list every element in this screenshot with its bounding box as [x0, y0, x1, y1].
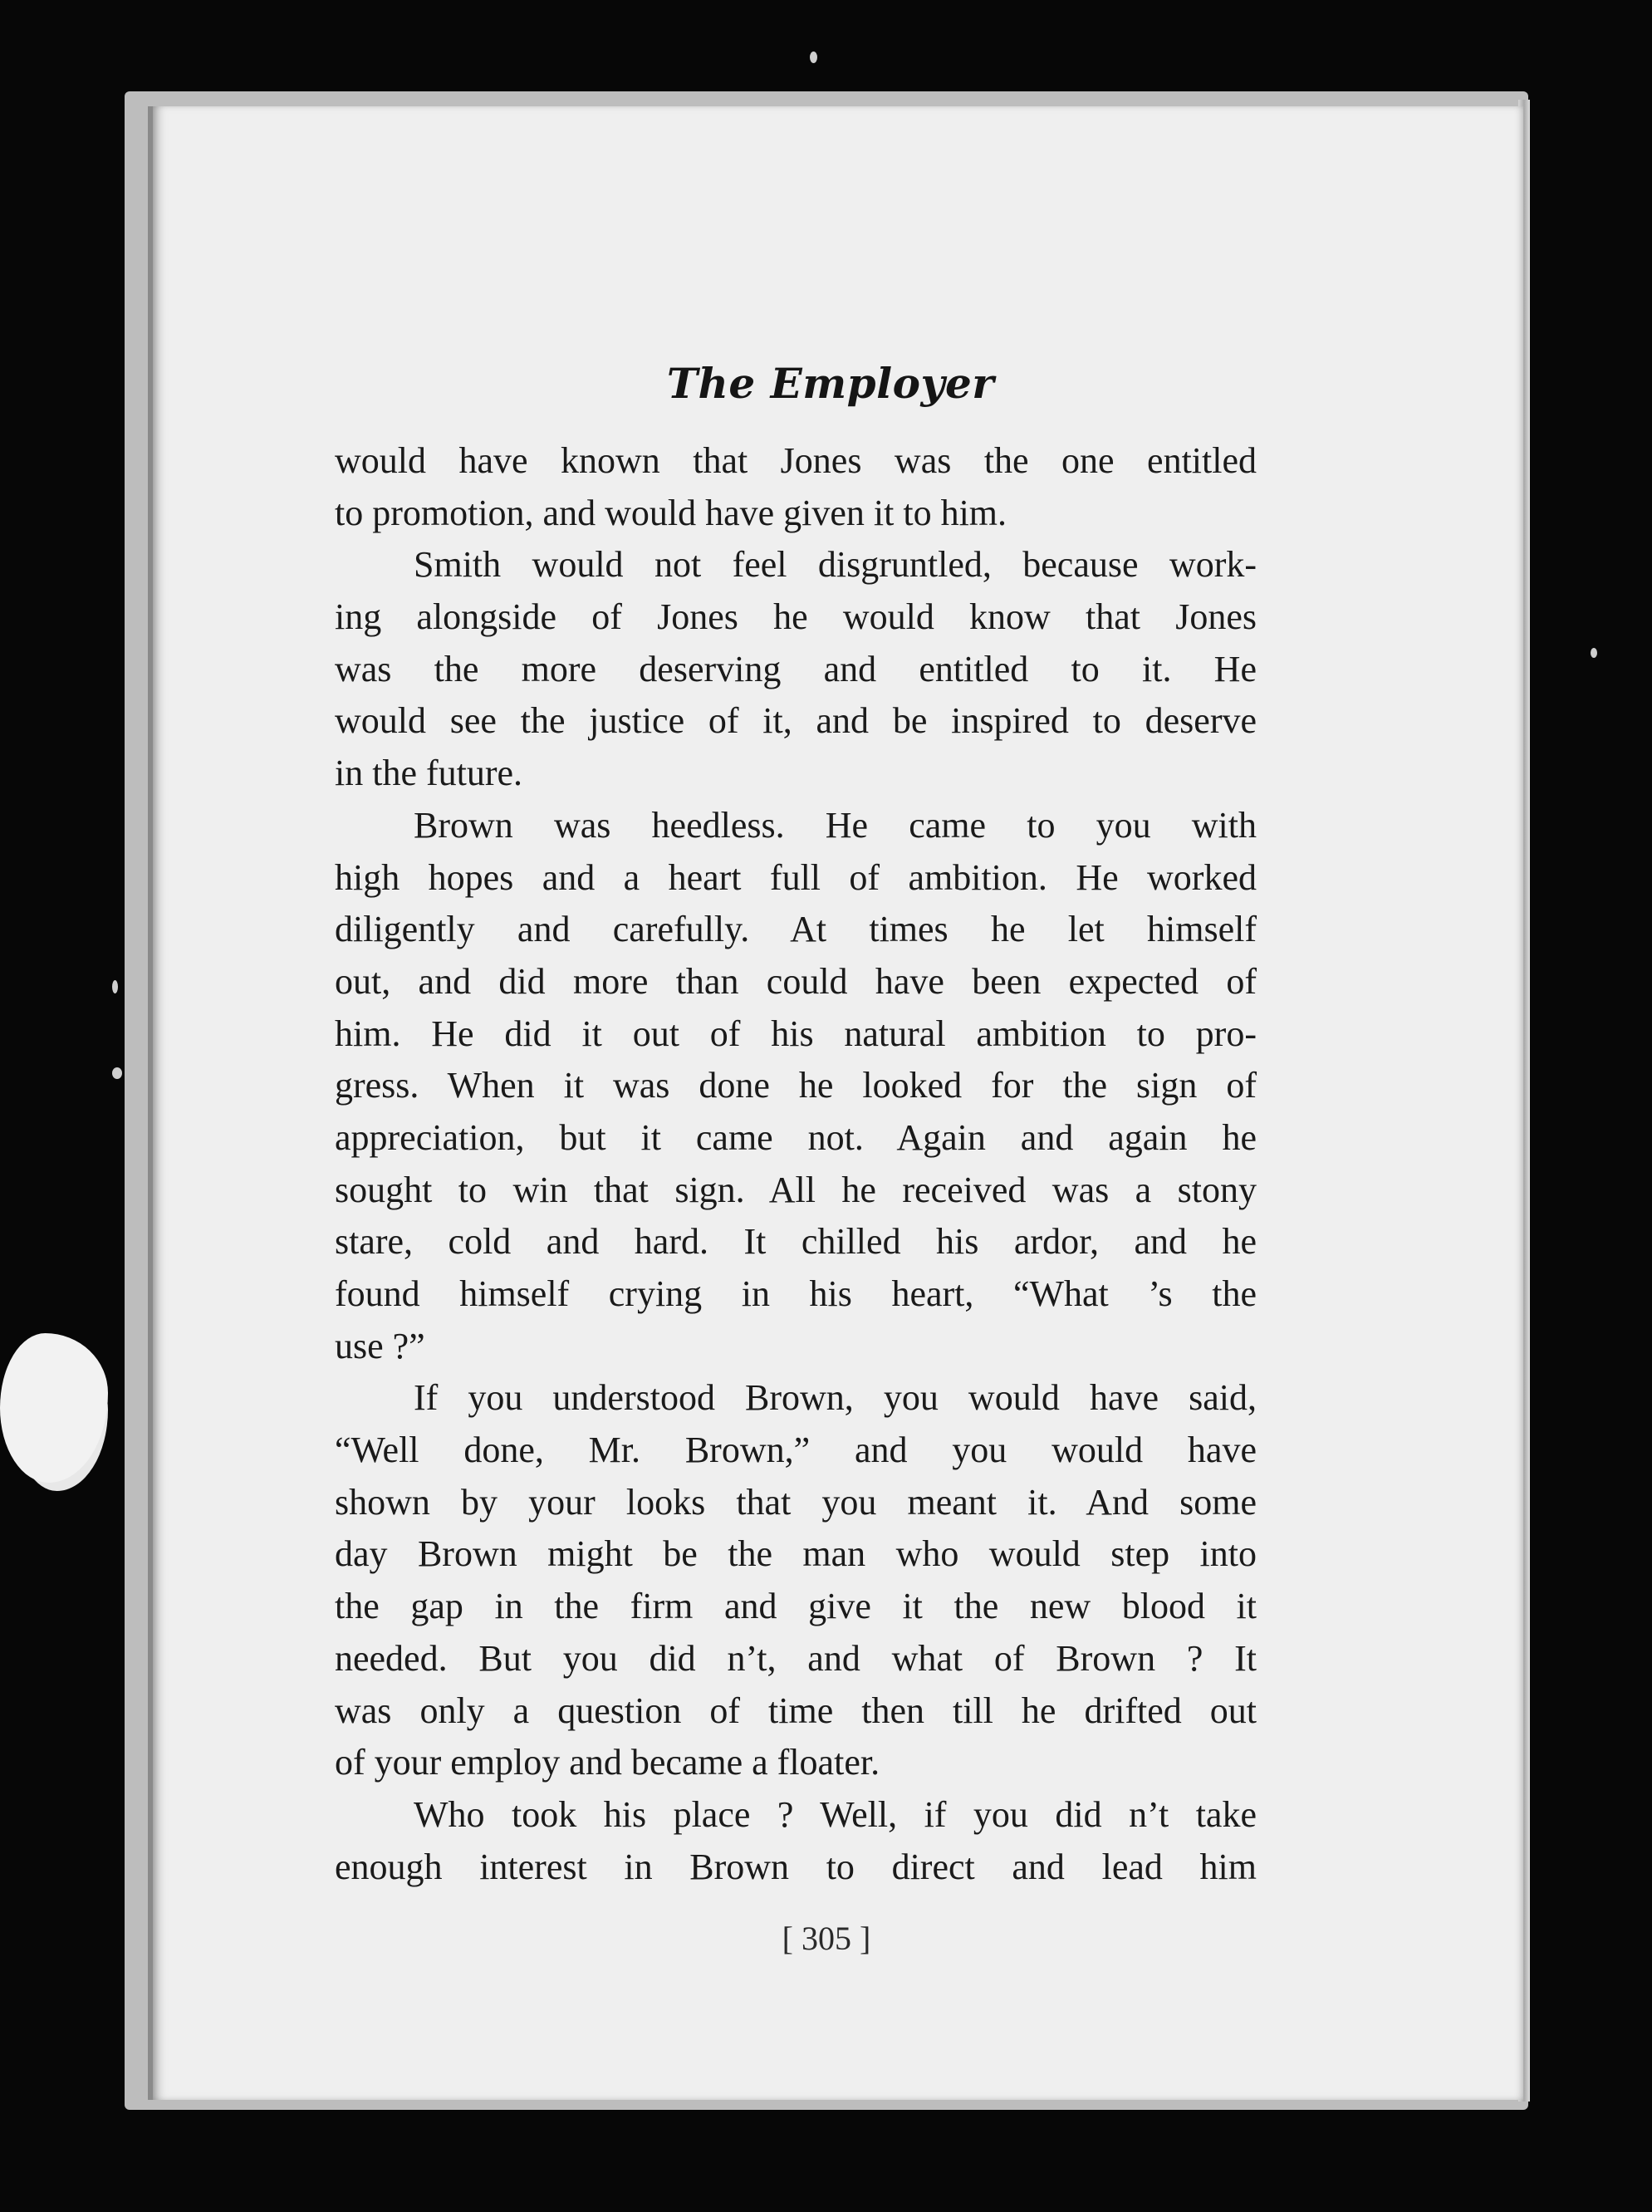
text-line: to promotion, and would have given it to him.	[335, 492, 1007, 533]
text-line: gress. When it was done he looked for the sign of	[335, 1065, 1257, 1106]
text-line: was the more deserving and entitled to it. He	[335, 648, 1257, 689]
text-line: shown by your looks that you meant it. And some	[335, 1481, 1257, 1523]
scan-speck	[1591, 648, 1597, 658]
scan-speck	[810, 51, 817, 63]
text-line: use ?”	[335, 1325, 425, 1366]
text-line: was only a question of time then till he drifted out	[335, 1690, 1257, 1731]
running-head: The Employer	[666, 359, 995, 408]
text-line: needed. But you did n’t, and what of Brown ? It	[335, 1637, 1257, 1679]
scan-speck	[112, 980, 118, 993]
text-line: would have known that Jones was the one entitled	[335, 440, 1257, 481]
text-line: Who took his place ? Well, if you did n’t take	[414, 1793, 1257, 1835]
text-line: “Well done, Mr. Brown,” and you would have	[335, 1430, 1257, 1471]
scan-speck	[112, 1067, 122, 1079]
text-line: in the future.	[335, 753, 523, 794]
text-line: ing alongside of Jones he would know that Jones	[335, 596, 1257, 638]
text-line: appreciation, but it came not. Again and again he	[335, 1116, 1257, 1158]
page-number: [ 305 ]	[782, 1920, 871, 1957]
text-line: sought to win that sign. All he received was a stony	[335, 1169, 1257, 1210]
text-line: high hopes and a heart full of ambition. He worked	[335, 856, 1257, 898]
scan-blemish	[0, 1333, 108, 1483]
text-line: of your employ and became a floater.	[335, 1742, 880, 1783]
text-line: If you understood Brown, you would have said,	[414, 1377, 1257, 1419]
text-line: diligently and carefully. At times he let himself	[335, 909, 1257, 950]
text-line: day Brown might be the man who would step into	[335, 1533, 1257, 1575]
text-line: enough interest in Brown to direct and lead him	[335, 1846, 1257, 1887]
text-line: out, and did more than could have been expected of	[335, 960, 1257, 1002]
text-line: stare, cold and hard. It chilled his ardor, and he	[335, 1221, 1257, 1263]
text-line: found himself crying in his heart, “What ’s the	[335, 1273, 1257, 1314]
text-line: the gap in the firm and give it the new blood it	[335, 1586, 1257, 1627]
text-line: Brown was heedless. He came to you with	[414, 804, 1257, 846]
text-line: Smith would not feel disgruntled, because work-	[414, 544, 1257, 586]
text-line: would see the justice of it, and be inspired to deserve	[335, 700, 1257, 742]
text-line: him. He did it out of his natural ambition to pro-	[335, 1013, 1257, 1054]
body-text	[335, 435, 1257, 1893]
